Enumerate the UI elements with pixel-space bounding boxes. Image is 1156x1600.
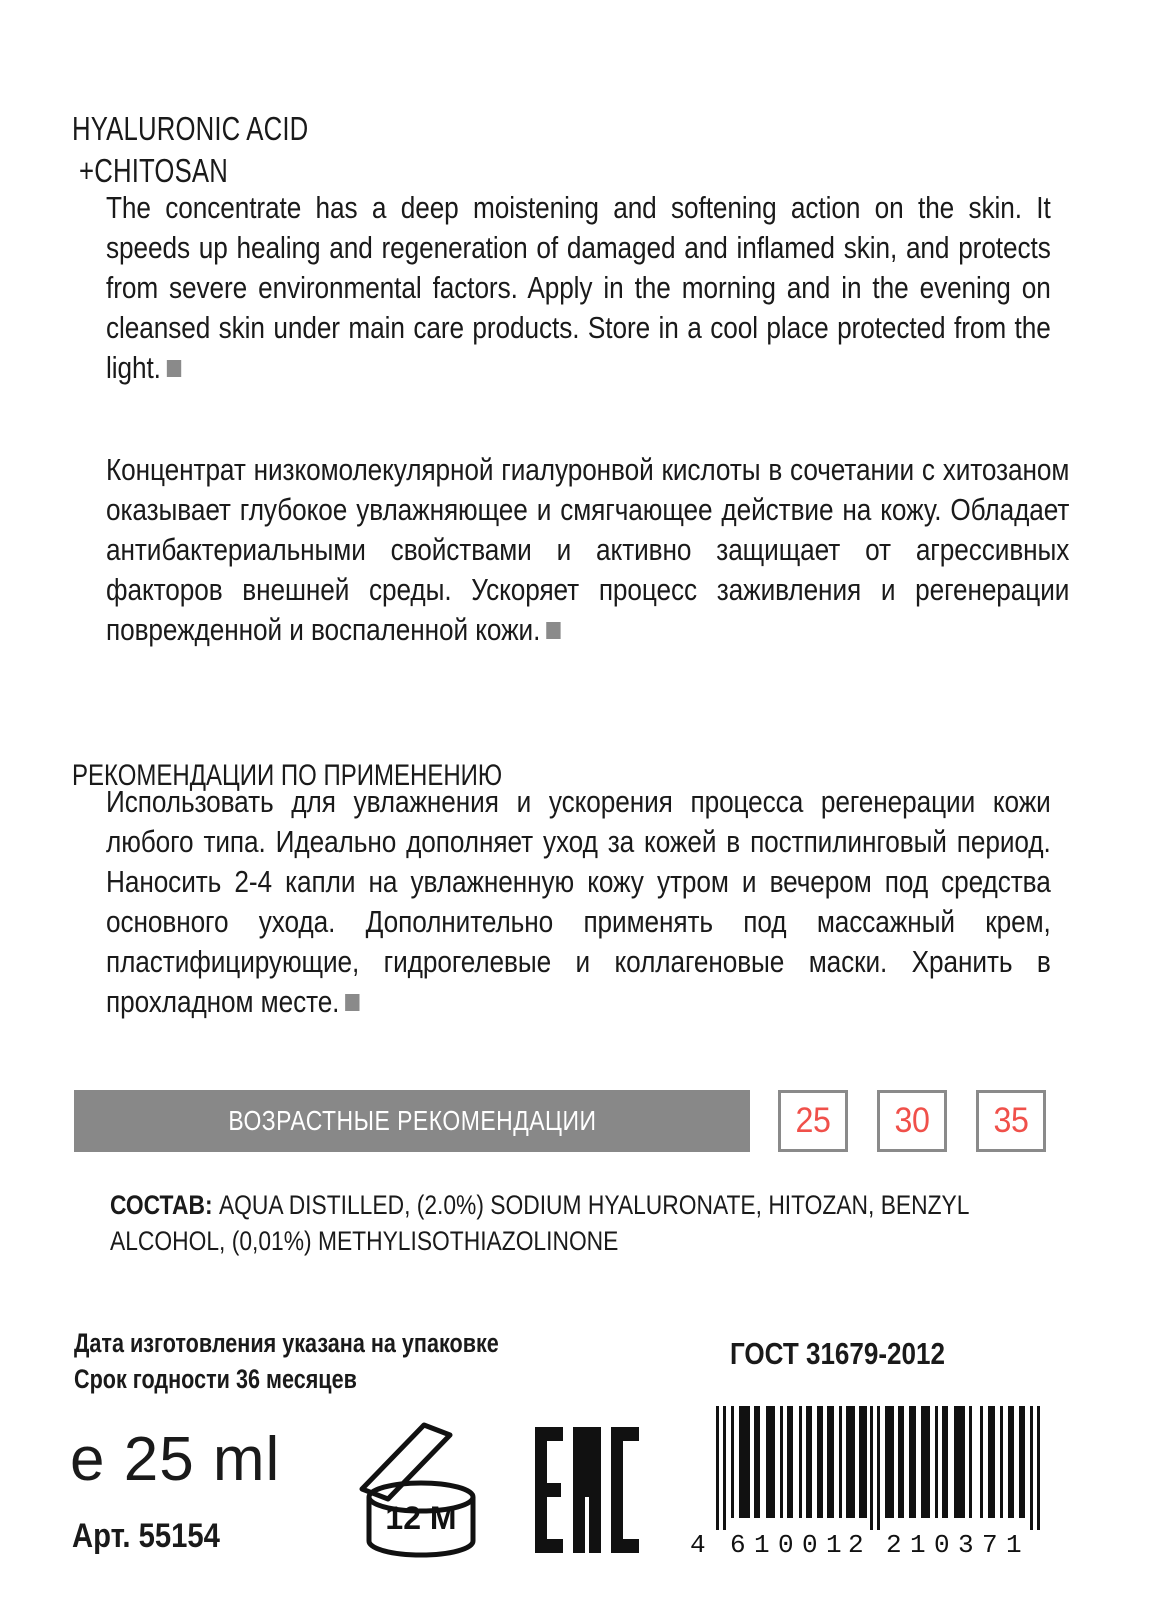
age-bar-label: ВОЗРАСТНЫЕ РЕКОМЕНДАЦИИ [227,1105,597,1136]
barcode-digit: 3 [958,1530,974,1560]
age-recommendation-bar [74,1090,750,1152]
barcode-digit: 1 [754,1530,770,1560]
eac-mark-icon [533,1425,643,1555]
usage-text: Использовать для увлажнения и ускорения процесса регенерации кожи любого типа. Идеально дополняет уход за кожей в постпилинговый период. Наносить 2-4 капли на увлажненную кожу утром и вечером под средства основного ухода. Дополнительно применять под массажный крем, пластифицирующие, гидрогелевые и коллагеновые маски. Хранить в прохладном месте. [106,784,1051,1019]
barcode-digit: 2 [848,1530,864,1560]
description-en-text: The concentrate has a deep moistening and softening action on the skin. It speeds up healing and regeneration of damaged and inflamed skin, and protects from severe environmental factors. Apply in the morning and in the evening on cleansed skin under main care products. Store in a cool place protected from the light. [106,190,1051,385]
barcode-digit: 0 [802,1530,818,1560]
paragraph-end-square-icon [546,622,560,639]
description-ru-text: Концентрат низкомолекулярной гиалуронвой кислоты в сочетании с хитозаном оказывает глубокое увлажняющее и смягчающее действие на кожу. Обладает антибактериальными свойствами и активно защищает от агрессивных факторов внешней среды. Ускоряет процесс заживления и регенерации поврежденной и воспаленной кожи. [106,452,1070,647]
usage-heading: РЕКОМЕНДАЦИИ ПО ПРИМЕНЕНИЮ [72,758,503,792]
age-value: 30 [894,1101,930,1140]
age-recommendation-row [74,1090,1046,1152]
pao-months-text: 12 M [385,1500,457,1536]
age-value: 35 [993,1101,1029,1140]
barcode-digit: 1 [910,1530,926,1560]
manufacturing-info [74,1325,499,1397]
barcode-digit: 2 [886,1530,902,1560]
ingredients-block [110,1187,1055,1259]
description-en [106,188,1156,388]
barcode-digit: 7 [982,1530,998,1560]
age-box-25 [778,1090,848,1152]
age-box-35 [976,1090,1046,1152]
paragraph-end-square-icon [167,360,181,377]
shelf-life-note: Срок годности 36 месяцев [74,1364,357,1394]
ingredients-label: СОСТАВ: [110,1190,213,1220]
title-line-2: +CHITOSAN [79,152,229,190]
period-after-opening-icon [356,1413,486,1561]
barcode-digit: 0 [934,1530,950,1560]
ingredients-text: AQUA DISTILLED, (2.0%) SODIUM HYALURONATE, HITOZAN, BENZYL ALCOHOL, (0,01%) METHYLISOTHIAZOLINONE [110,1190,969,1256]
volume-label: e 25 ml [70,1425,281,1494]
barcode-digit: 0 [778,1530,794,1560]
barcode-lead-digit: 4 [690,1530,706,1560]
barcode-digit: 1 [1006,1530,1022,1560]
title-line-1: HYALURONIC ACID [72,110,309,148]
age-value: 25 [795,1101,831,1140]
barcode-digit: 1 [826,1530,842,1560]
page-title [72,108,308,192]
description-ru [106,450,1156,650]
age-value-boxes [778,1090,1046,1152]
paragraph-end-square-icon [345,994,359,1011]
gost-standard: ГОСТ 31679-2012 [730,1336,945,1371]
age-box-30 [877,1090,947,1152]
article-number: Арт. 55154 [72,1517,220,1555]
barcode-digit: 6 [730,1530,746,1560]
usage-text-block [106,782,1156,1022]
manufacturing-date-note: Дата изготовления указана на упаковке [74,1328,499,1358]
barcode [678,1400,1046,1565]
